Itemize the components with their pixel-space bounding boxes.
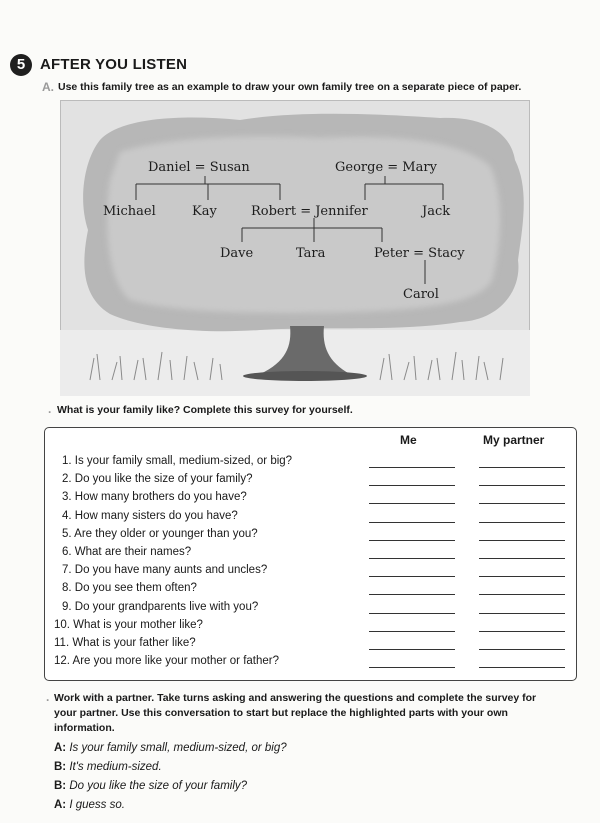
tree-name-george-mary: George = Mary	[335, 160, 437, 175]
survey-question: 6. What are their names?	[62, 546, 192, 558]
family-tree-illustration	[60, 100, 530, 396]
answer-line-me[interactable]	[369, 594, 455, 595]
conversation-text: Do you like the size of your family?	[69, 780, 248, 792]
tree-name-daniel-susan: Daniel = Susan	[148, 160, 250, 175]
part-b-letter: .	[48, 402, 52, 416]
conversation-line	[54, 761, 162, 773]
answer-line-partner[interactable]	[479, 649, 565, 650]
answer-line-partner[interactable]	[479, 485, 565, 486]
speaker-label: A:	[54, 742, 67, 754]
conversation-line	[54, 780, 247, 792]
answer-line-me[interactable]	[369, 522, 455, 523]
answer-line-partner[interactable]	[479, 613, 565, 614]
section-title: AFTER YOU LISTEN	[40, 56, 188, 73]
tree-name-michael: Michael	[103, 204, 156, 219]
answer-line-partner[interactable]	[479, 667, 565, 668]
answer-line-me[interactable]	[369, 467, 455, 468]
survey-question: 11. What is your father like?	[54, 637, 196, 649]
speaker-label: B:	[54, 761, 67, 773]
column-header-partner: My partner	[483, 433, 545, 447]
survey-question: 5. Are they older or younger than you?	[62, 527, 258, 540]
survey-question: 12. Are you more like your mother or father?	[54, 655, 279, 668]
tree-name-peter-stacy: Peter = Stacy	[374, 246, 465, 261]
survey-question: 10. What is your mother like?	[54, 618, 203, 631]
part-c-letter: .	[46, 690, 50, 704]
answer-line-partner[interactable]	[479, 576, 565, 577]
answer-line-me[interactable]	[369, 667, 455, 668]
answer-line-partner[interactable]	[479, 631, 565, 632]
part-b-instruction: What is your family like? Complete this survey for yourself.	[57, 404, 353, 416]
tree-name-tara: Tara	[296, 246, 326, 261]
answer-line-me[interactable]	[369, 558, 455, 559]
speaker-label: A:	[54, 799, 67, 811]
part-c-instruction: Work with a partner. Take turns asking and answering the questions and complete the survey for your partner. Use this conversation to start but replace the highlighted parts with your own information.	[54, 692, 537, 734]
survey-question: 4. How many sisters do you have?	[62, 509, 238, 522]
tree-name-robert-jennifer: Robert = Jennifer	[251, 204, 368, 219]
answer-line-me[interactable]	[369, 649, 455, 650]
tree-name-dave: Dave	[220, 246, 254, 261]
answer-line-me[interactable]	[369, 540, 455, 541]
conversation-text: I guess so.	[69, 799, 125, 811]
column-header-me: Me	[400, 433, 417, 447]
survey-question: 3. How many brothers do you have?	[62, 491, 247, 504]
answer-line-me[interactable]	[369, 503, 455, 504]
survey-question: 8. Do you see them often?	[62, 582, 197, 595]
conversation-line	[54, 799, 125, 811]
survey-question: 1. Is your family small, medium-sized, or big?	[62, 455, 293, 467]
speaker-label: B:	[54, 780, 67, 792]
section-number: 5	[10, 54, 32, 76]
answer-line-me[interactable]	[369, 485, 455, 486]
answer-line-me[interactable]	[369, 631, 455, 632]
tree-name-jack: Jack	[422, 204, 451, 219]
answer-line-partner[interactable]	[479, 558, 565, 559]
tree-name-carol: Carol	[403, 287, 439, 302]
tree-name-kay: Kay	[192, 204, 217, 219]
conversation-line	[54, 742, 287, 754]
answer-line-me[interactable]	[369, 613, 455, 614]
survey-question: 2. Do you like the size of your family?	[62, 473, 253, 486]
survey-question: 9. Do your grandparents live with you?	[62, 600, 259, 613]
answer-line-me[interactable]	[369, 576, 455, 577]
answer-line-partner[interactable]	[479, 540, 565, 541]
answer-line-partner[interactable]	[479, 503, 565, 504]
answer-line-partner[interactable]	[479, 522, 565, 523]
survey-question: 7. Do you have many aunts and uncles?	[62, 564, 268, 577]
part-a-instruction: Use this family tree as an example to draw your own family tree on a separate piece of paper.	[58, 81, 522, 93]
answer-line-partner[interactable]	[479, 594, 565, 595]
conversation-text: Is your family small, medium-sized, or big?	[69, 742, 287, 754]
answer-line-partner[interactable]	[479, 467, 565, 468]
part-a-letter: A.	[42, 80, 54, 94]
conversation-text: It's medium-sized.	[69, 761, 162, 773]
